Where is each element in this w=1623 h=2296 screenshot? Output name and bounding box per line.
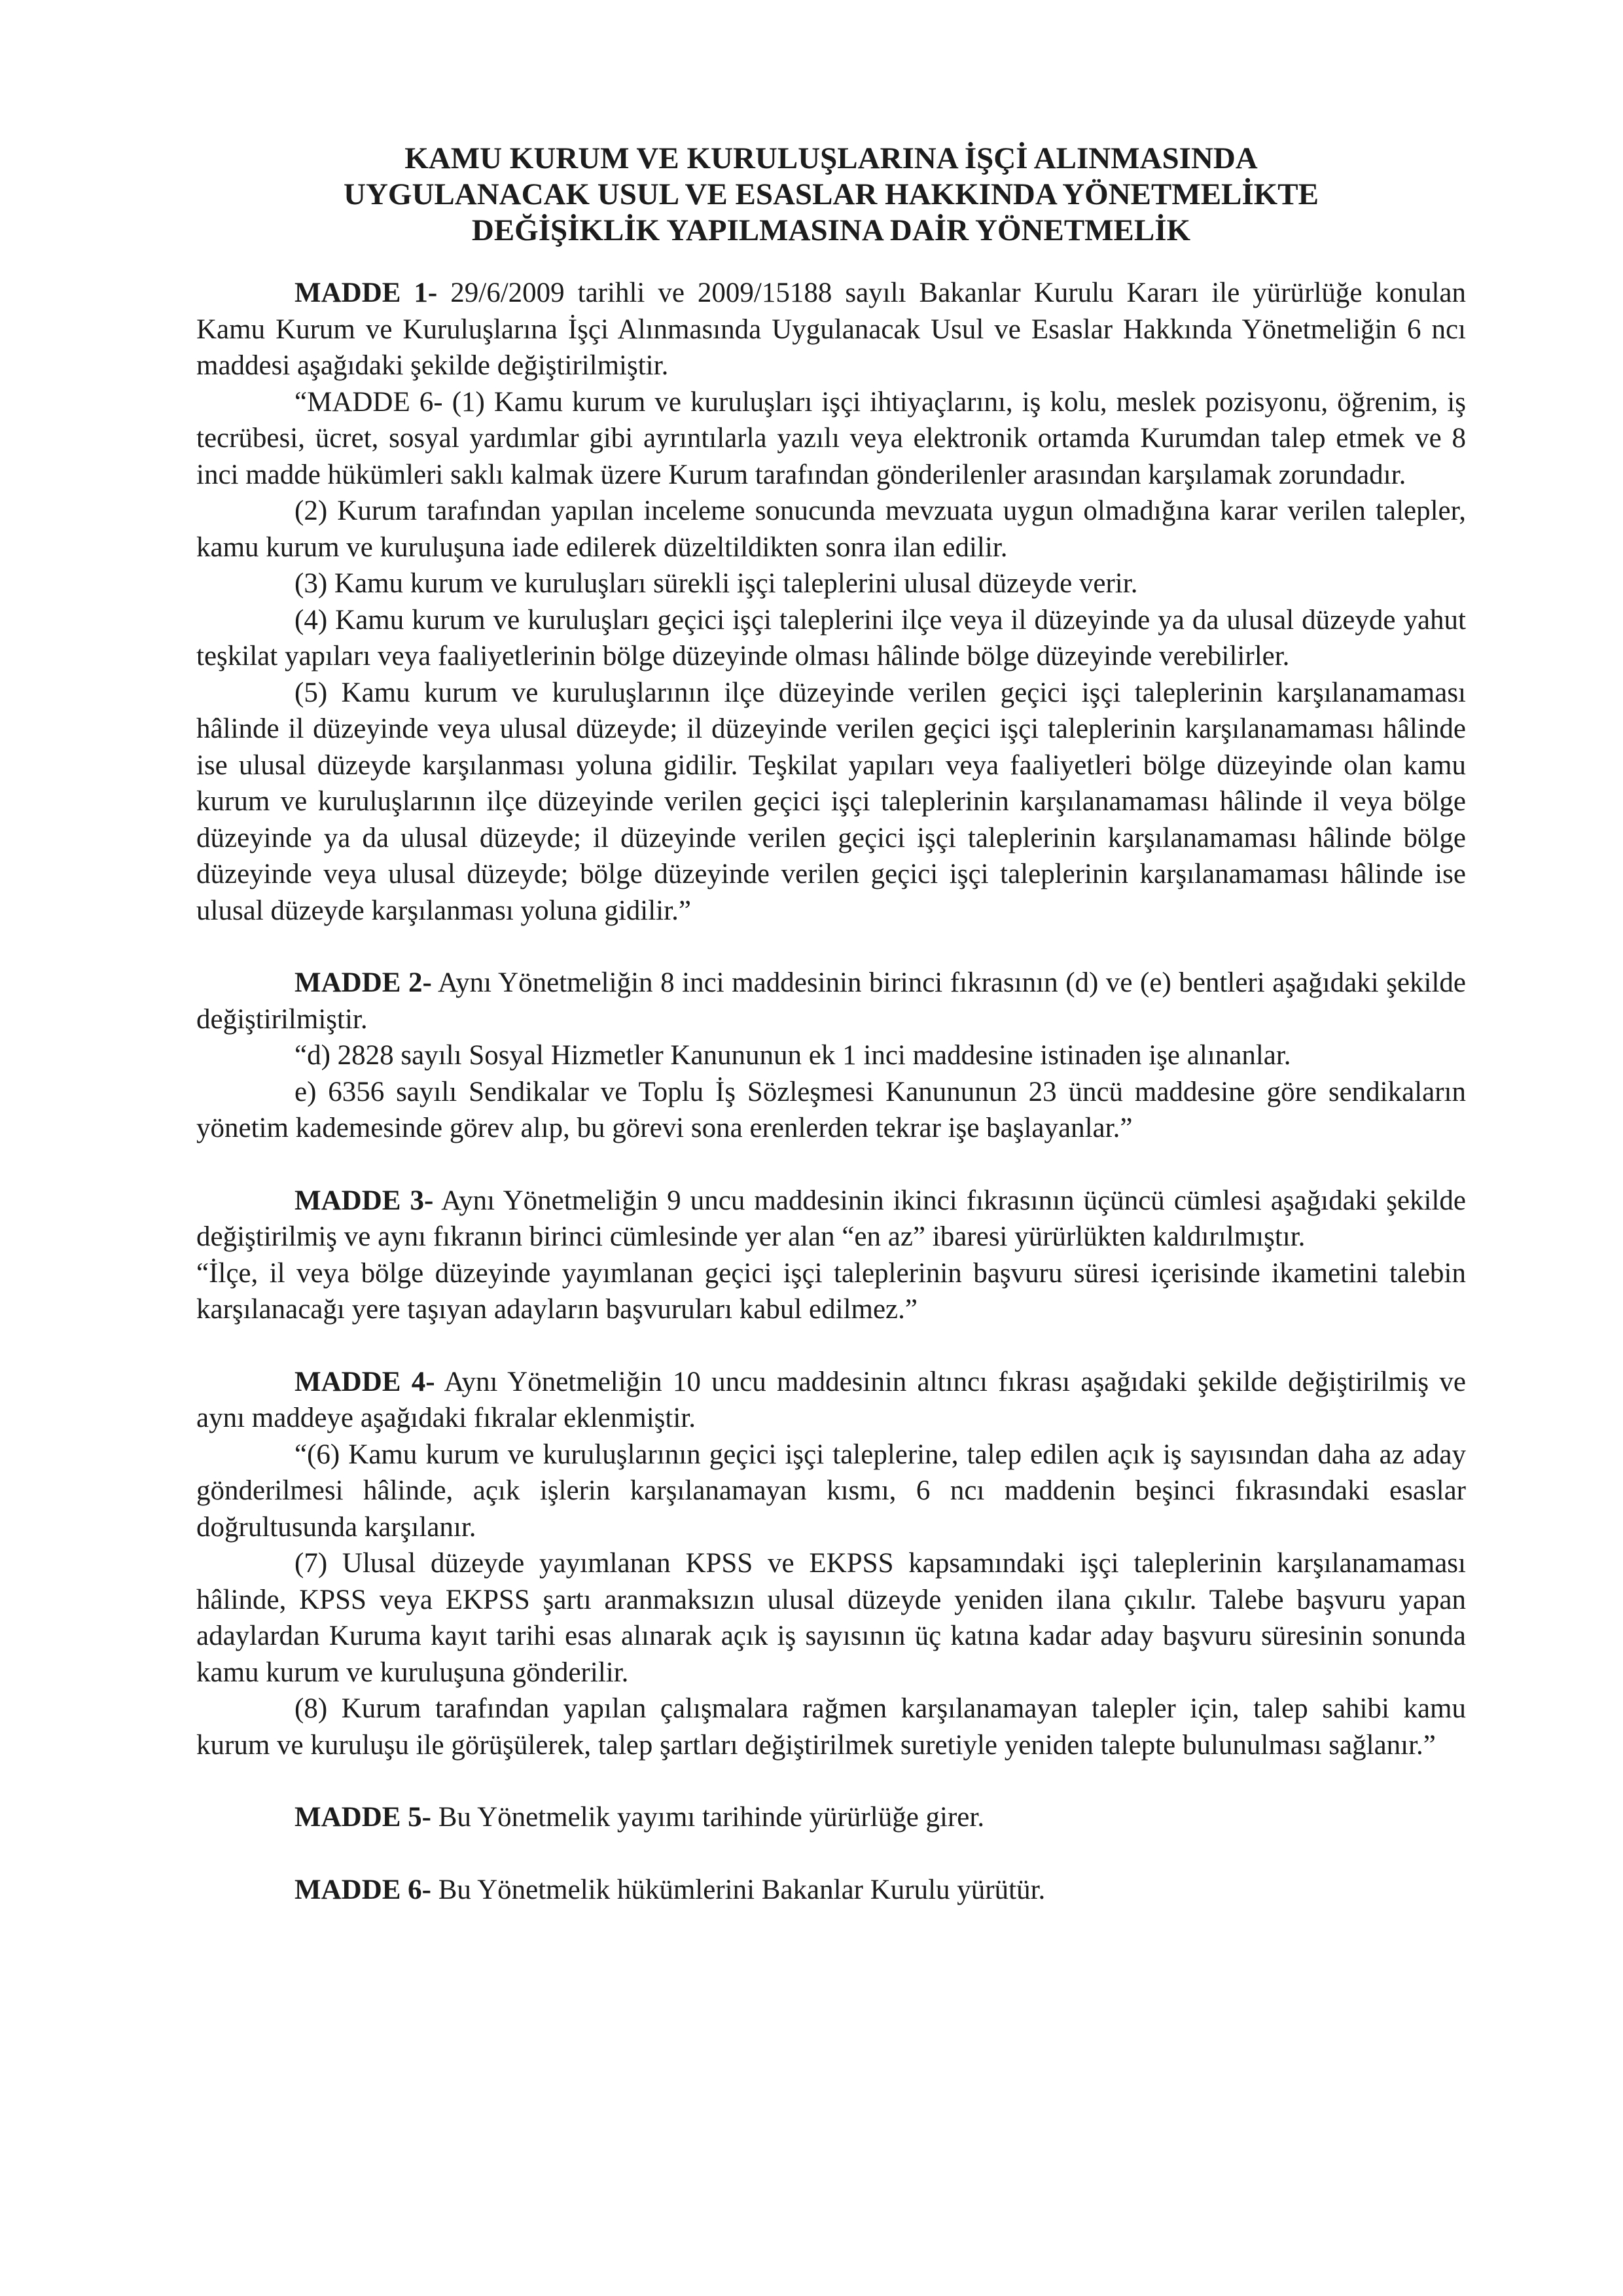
article-4-paragraph-3: (8) Kurum tarafından yapılan çalışmalara rağmen karşılanamayan talepler için, talep sahibi kamu kurum ve kuruluşu ile görüşülerek, talep şartları değiştirilmek suretiyle yeniden talepte bulunulması sağlanır.” (196, 1693, 1466, 1761)
spacer (196, 1147, 1466, 1183)
article-1-label: MADDE 1- (294, 278, 438, 308)
spacer (196, 929, 1466, 965)
title-line-2: UYGULANACAK USUL VE ESASLAR HAKKINDA YÖNETMELİKTE (344, 177, 1319, 211)
article-6-intro (196, 1872, 1466, 1909)
article-6-label: MADDE 6- (294, 1874, 431, 1905)
article-2-intro (196, 965, 1466, 1037)
article-1-paragraph-3: (3) Kamu kurum ve kuruluşları sürekli işçi taleplerini ulusal düzeyde verir. (294, 568, 1138, 599)
article-3 (196, 1183, 1466, 1328)
article-1-intro-text: 29/6/2009 tarihli ve 2009/15188 sayılı Bakanlar Kurulu Kararı ile yürürlüğe konulan Kamu Kurum ve Kuruluşlarına İşçi Alınmasında Uygulanacak Usul ve Esaslar Hakkında Yönetmeliğin 6 ncı maddesi aşağıdaki şekilde değiştirilmiştir. (196, 278, 1467, 381)
article-1-paragraph-2: (2) Kurum tarafından yapılan inceleme sonucunda mevzuata uygun olmadığına karar verilen talepler, kamu kurum ve kuruluşuna iade edilerek düzeltildikten sonra ilan edilir. (196, 495, 1466, 563)
title-line-3: DEĞİŞİKLİK YAPILMASINA DAİR YÖNETMELİK (471, 213, 1191, 247)
article-4-paragraph-2: (7) Ulusal düzeyde yayımlanan KPSS ve EKPSS kapsamındaki işçi taleplerinin karşılanamaması hâlinde, KPSS veya EKPSS şartı aranmaksızın ulusal düzeyde yeniden ilana çıkılır. Talebe başvuru yapan adaylardan Kuruma kayıt tarihi esas alınarak açık iş sayısının üç katına kadar aday başvuru süresinin sonunda kamu kurum ve kuruluşuna gönderilir. (196, 1548, 1466, 1688)
article-2-paragraph-2: e) 6356 sayılı Sendikalar ve Toplu İş Sözleşmesi Kanununun 23 üncü maddesine göre sendikaların yönetim kademesinde görev alıp, bu görevi sona erenlerden tekrar işe başlayanlar.” (196, 1076, 1466, 1143)
article-3-intro (196, 1183, 1466, 1255)
article-1-paragraph-5: (5) Kamu kurum ve kuruluşlarının ilçe düzeyinde verilen geçici işçi taleplerinin karşılanamaması hâlinde il düzeyinde veya ulusal düzeyde; il düzeyinde verilen geçici işçi taleplerinin karşılanamaması hâlinde ise ulusal düzeyde karşılanması yoluna gidilir. Teşkilat yapıları veya faaliyetleri bölge düzeyinde olan kamu kurum ve kuruluşlarının ilçe düzeyinde verilen geçici işçi taleplerinin karşılanamaması hâlinde il veya bölge düzeyinde ya da ulusal düzeyde; il düzeyinde verilen geçici işçi taleplerinin karşılanamaması hâlinde bölge düzeyinde veya ulusal düzeyde; bölge düzeyinde verilen geçici işçi taleplerinin karşılanamaması hâlinde ise ulusal düzeyde karşılanması yoluna gidilir.” (196, 677, 1466, 926)
article-5 (196, 1799, 1466, 1836)
article-4-label: MADDE 4- (294, 1366, 435, 1397)
article-5-intro-text: Bu Yönetmelik yayımı tarihinde yürürlüğe girer. (438, 1802, 985, 1833)
spacer (196, 1763, 1466, 1799)
spacer (196, 1328, 1466, 1364)
article-4-intro (196, 1364, 1466, 1437)
spacer (196, 1836, 1466, 1872)
article-3-paragraph-1: “İlçe, il veya bölge düzeyinde yayımlanan geçici işçi taleplerinin başvuru süresi içerisinde ikametini talebin karşılanacağı yere taşıyan adayların başvuruları kabul edilmez.” (196, 1257, 1466, 1325)
article-1-paragraph-4: (4) Kamu kurum ve kuruluşları geçici işçi taleplerini ilçe veya il düzeyinde ya da ulusal düzeyde yahut teşkilat yapıları veya faaliyetlerinin bölge düzeyinde olması hâlinde bölge düzeyinde verebilirler. (196, 604, 1466, 672)
document-page (196, 141, 1466, 1908)
title-line-1: KAMU KURUM VE KURULUŞLARINA İŞÇİ ALINMASINDA (404, 141, 1258, 175)
article-2-label: MADDE 2- (294, 967, 432, 998)
article-5-intro (196, 1799, 1466, 1836)
article-6 (196, 1872, 1466, 1909)
article-5-label: MADDE 5- (294, 1802, 431, 1833)
article-1-intro (196, 275, 1466, 384)
article-3-label: MADDE 3- (294, 1185, 434, 1216)
article-2-intro-text: Aynı Yönetmeliğin 8 inci maddesinin birinci fıkrasının (d) ve (e) bentleri aşağıdaki şekilde değiştirilmiştir. (196, 967, 1466, 1035)
article-2-paragraph-1: “d) 2828 sayılı Sosyal Hizmetler Kanununun ek 1 inci maddesine istinaden işe alınanlar. (294, 1040, 1291, 1071)
article-1 (196, 275, 1466, 929)
article-4-paragraph-1: “(6) Kamu kurum ve kuruluşlarının geçici işçi taleplerine, talep edilen açık iş sayısından daha az aday gönderilmesi hâlinde, açık işlerin karşılanamayan kısmı, 6 ncı maddenin beşinci fıkrasındaki esaslar doğrultusunda karşılanır. (196, 1439, 1466, 1543)
article-4 (196, 1364, 1466, 1764)
article-2 (196, 965, 1466, 1147)
article-4-intro-text: Aynı Yönetmeliğin 10 uncu maddesinin altıncı fıkrası aşağıdaki şekilde değiştirilmiş ve aynı maddeye aşağıdaki fıkralar eklenmiştir. (196, 1366, 1466, 1433)
document-title (196, 141, 1466, 249)
article-3-intro-text: Aynı Yönetmeliğin 9 uncu maddesinin ikinci fıkrasının üçüncü cümlesi aşağıdaki şekilde değiştirilmiş ve aynı fıkranın birinci cümlesinde yer alan “en az” ibaresi yürürlükten kaldırılmıştır. (196, 1185, 1466, 1252)
article-1-paragraph-1: “MADDE 6- (1) Kamu kurum ve kuruluşları işçi ihtiyaçlarını, iş kolu, meslek pozisyonu, öğrenim, iş tecrübesi, ücret, sosyal yardımlar gibi ayrıntılarla yazılı veya elektronik ortamda Kurumdan talep etmek ve 8 inci madde hükümleri saklı kalmak üzere Kurum tarafından gönderilenler arasından karşılamak zorundadır. (196, 386, 1466, 490)
article-6-intro-text: Bu Yönetmelik hükümlerini Bakanlar Kurulu yürütür. (438, 1874, 1046, 1905)
